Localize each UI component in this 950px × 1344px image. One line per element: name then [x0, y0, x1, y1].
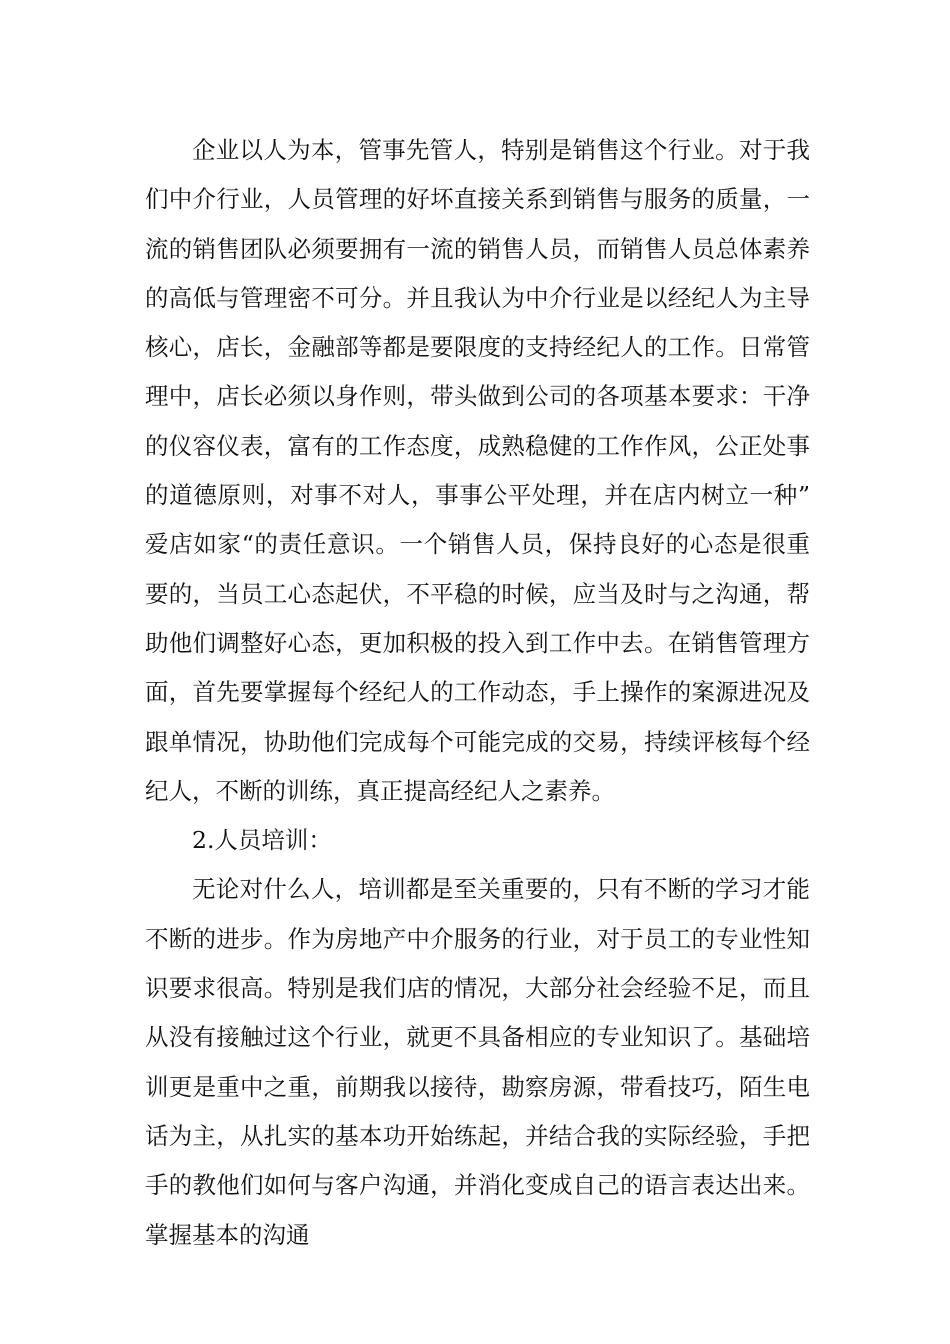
- document-body: [145, 126, 810, 1260]
- section-heading-staff-training: 2.人员培训：: [192, 826, 332, 855]
- paragraph-staff-management: 企业以人为本，管事先管人，特别是销售这个行业。对于我们中介行业，人员管理的好坏直接关系到销售与服务的质量，一流的销售团队必须要拥有一流的销售人员，而销售人员总体素养的高低与管理密不可分。并且我认为中介行业是以经纪人为主导核心，店长，金融部等都是要限度的支持经纪人的工作。日常管理中，店长必须以身作则，带头做到公司的各项基本要求：干净的仪容仪表，富有的工作态度，成熟稳健的工作作风，公正处事的道德原则，对事不对人，事事公平处理，并在店内树立一种”爱店如家“的责任意识。一个销售人员，保持良好的心态是很重要的，当员工心态起伏，不平稳的时候，应当及时与之沟通，帮助他们调整好心态，更加积极的投入到工作中去。在销售管理方面，首先要掌握每个经纪人的工作动态，手上操作的案源进况及跟单情况，协助他们完成每个可能完成的交易，持续评核每个经纪人，不断的训练，真正提高经纪人之素养。: [145, 136, 810, 805]
- paragraph-staff-training: 无论对什么人，培训都是至关重要的，只有不断的学习才能不断的进步。作为房地产中介服务的行业，对于员工的专业性知识要求很高。特别是我们店的情况，大部分社会经验不足，而且从没有接触过这个行业，就更不具备相应的专业知识了。基础培训更是重中之重，前期我以接待，勘察房源，带看技巧，陌生电话为主，从扎实的基本功开始练起，并结合我的实际经验，手把手的教他们如何与客户沟通，并消化变成自己的语言表达出来。掌握基本的沟通: [145, 875, 810, 1249]
